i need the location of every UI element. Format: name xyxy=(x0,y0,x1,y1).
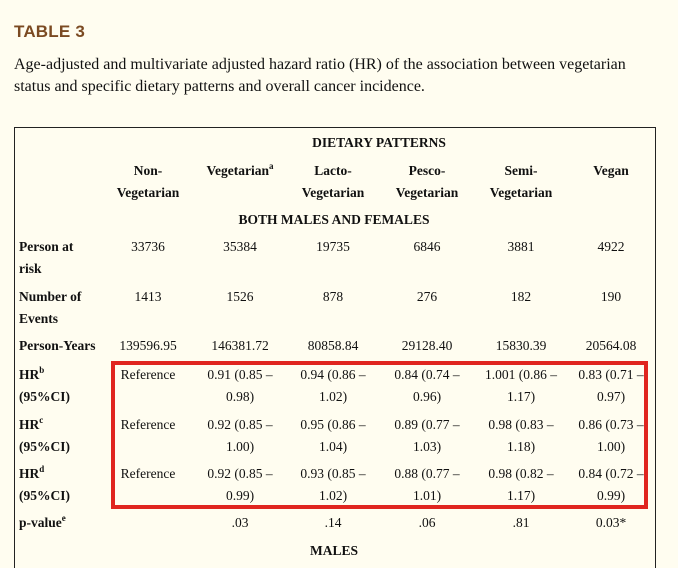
col-header-non-vegetarian: Non- xyxy=(133,163,163,178)
cell: 0.03* xyxy=(595,515,627,530)
cell: 0.97) xyxy=(596,389,626,404)
footnote-d: d xyxy=(39,464,45,474)
cell: 0.89 (0.77 – xyxy=(394,417,460,432)
cell-reference: Reference xyxy=(120,466,176,481)
cell: 20564.08 xyxy=(585,338,637,353)
cell: 1.18) xyxy=(506,439,536,454)
cell: 6846 xyxy=(413,239,441,254)
footnote-a: a xyxy=(269,161,274,171)
row-label-person-at-risk-line2: risk xyxy=(19,261,42,276)
cell: 1.01) xyxy=(412,488,442,503)
row-label-hr-d-ci: (95%CI) xyxy=(19,488,70,503)
cell: 1.04) xyxy=(318,439,348,454)
row-label-hr-d: $HR^d$ xyxy=(19,464,45,481)
cell-reference: Reference xyxy=(120,417,176,432)
row-label-person-at-risk: Person at xyxy=(19,239,74,254)
cell: 1.00) xyxy=(596,439,626,454)
cell: 1.02) xyxy=(318,488,348,503)
cell: 19735 xyxy=(316,239,350,254)
col-header-semi: Semi- xyxy=(504,163,538,178)
footnote-b: b xyxy=(39,365,45,375)
cell: 0.95 (0.86 – xyxy=(300,417,366,432)
row-label-hr-c: $HR^c$ xyxy=(19,415,44,432)
cell: .81 xyxy=(512,515,530,530)
cell-reference: Reference xyxy=(120,367,176,382)
row-label-number-of-events-line2: Events xyxy=(19,311,59,326)
col-header-pesco-line2: Vegetarian xyxy=(395,185,459,200)
table-caption xyxy=(14,54,654,98)
cell: 1413 xyxy=(134,289,162,304)
cell: 0.99) xyxy=(596,488,626,503)
cell: 1.001 (0.86 – xyxy=(485,367,557,382)
col-header-pesco: Pesco- xyxy=(408,163,446,178)
cell: 1.00) xyxy=(225,439,255,454)
cell: 4922 xyxy=(597,239,625,254)
cell: 0.96) xyxy=(412,389,442,404)
cell: 0.84 (0.74 – xyxy=(394,367,460,382)
footnote-c: c xyxy=(39,415,44,425)
cell: 15830.39 xyxy=(495,338,547,353)
cell: 80858.84 xyxy=(307,338,359,353)
row-label-p-value: p-value$^e$ xyxy=(19,513,66,530)
cell: 1526 xyxy=(226,289,254,304)
cell: 0.92 (0.85 – xyxy=(207,417,273,432)
cell: 1.03) xyxy=(412,439,442,454)
cell: 3881 xyxy=(507,239,535,254)
cell: 0.98 (0.83 – xyxy=(488,417,554,432)
row-label-hr-c-ci: (95%CI) xyxy=(19,439,70,454)
cell: 878 xyxy=(322,289,344,304)
col-header-vegetarian: Vegetarian$^a$ xyxy=(206,161,274,178)
cell: 35384 xyxy=(223,239,257,254)
cell: 29128.40 xyxy=(401,338,453,353)
cell: 0.88 (0.77 – xyxy=(394,466,460,481)
cell: .14 xyxy=(324,515,342,530)
cell: 190 xyxy=(600,289,622,304)
cell: 0.98) xyxy=(225,389,255,404)
row-label-person-years: Person-Years xyxy=(19,338,96,353)
dietary-patterns-heading: DIETARY PATTERNS xyxy=(312,135,446,150)
col-header-non-vegetarian-line2: Vegetarian xyxy=(116,185,180,200)
cell: 276 xyxy=(416,289,438,304)
col-header-lacto-line2: Vegetarian xyxy=(301,185,365,200)
cell: 0.86 (0.73 – xyxy=(578,417,644,432)
section-both-sexes: BOTH MALES AND FEMALES xyxy=(238,212,430,227)
row-label-hr-b: $HR^b$ xyxy=(19,365,45,382)
cell: .03 xyxy=(231,515,249,530)
row-label-hr-b-ci: (95%CI) xyxy=(19,389,70,404)
col-header-semi-line2: Vegetarian xyxy=(489,185,553,200)
cell: 0.93 (0.85 – xyxy=(300,466,366,481)
col-header-vegan: Vegan xyxy=(593,163,629,178)
cell: 139596.95 xyxy=(119,338,177,353)
col-header-lacto: Lacto- xyxy=(314,163,352,178)
cell: 146381.72 xyxy=(211,338,269,353)
cell: 33736 xyxy=(131,239,165,254)
cell: 0.94 (0.86 – xyxy=(300,367,366,382)
table-label: TABLE 3 xyxy=(14,22,85,41)
cell: 0.99) xyxy=(225,488,255,503)
section-males: MALES xyxy=(309,543,359,558)
caption-line-1: Age-adjusted and multivariate adjusted hazard ratio (HR) of the association between vegetarian xyxy=(14,56,626,73)
cell: 1.17) xyxy=(506,488,536,503)
cell: 0.98 (0.82 – xyxy=(488,466,554,481)
red-highlight-box xyxy=(111,361,648,509)
footnote-e: e xyxy=(61,513,66,523)
cell: 0.84 (0.72 – xyxy=(578,466,644,481)
cell: 0.91 (0.85 – xyxy=(207,367,273,382)
cell: 182 xyxy=(510,289,532,304)
cell: 0.83 (0.71 – xyxy=(578,367,644,382)
cell: .06 xyxy=(418,515,436,530)
cell: 1.17) xyxy=(506,389,536,404)
caption-line-2: status and specific dietary patterns and overall cancer incidence. xyxy=(14,78,425,95)
cell: 1.02) xyxy=(318,389,348,404)
row-label-number-of-events: Number of xyxy=(19,289,82,304)
cell: 0.92 (0.85 – xyxy=(207,466,273,481)
